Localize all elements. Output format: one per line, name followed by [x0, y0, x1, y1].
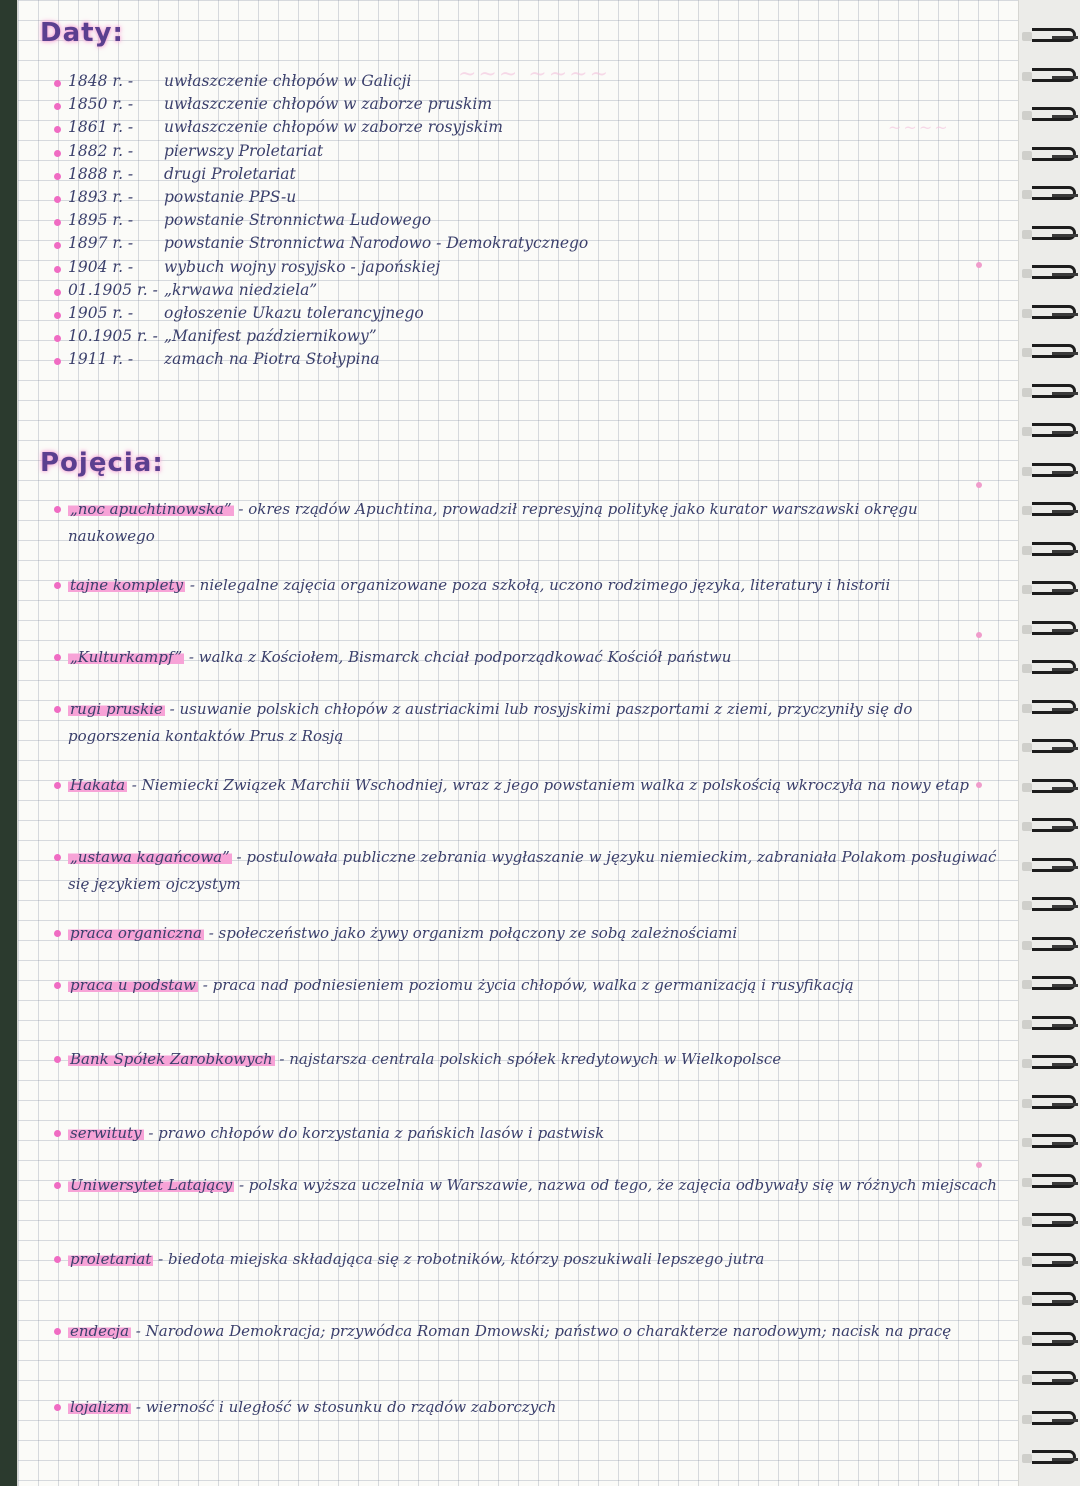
ring-wire [1052, 1221, 1078, 1231]
spiral-ring [1022, 1371, 1078, 1387]
spiral-ring [1022, 1411, 1078, 1427]
punch-hole [1022, 506, 1032, 515]
margin-dot [976, 482, 982, 488]
date-event: zamach na Piotra Stołypina [164, 350, 380, 369]
date-label: 1850 r. - [68, 95, 134, 114]
dates-heading: Daty: [40, 18, 124, 48]
bullet-icon [54, 335, 61, 342]
term-definition: - postulowała publiczne zebrania wygłaszanie w języku niemieckim, zabraniała Polakom posługiwać się językiem ojczystym [68, 848, 997, 893]
punch-hole [1022, 467, 1032, 476]
terms-heading: Pojęcia: [40, 448, 164, 478]
ring-wire [1052, 194, 1078, 204]
ring-wire [1052, 826, 1078, 836]
term-highlighted: „noc apuchtinowska” [70, 500, 232, 518]
term-highlighted: serwituty [70, 1124, 142, 1142]
bullet-icon [54, 103, 61, 110]
date-label: 01.1905 r. - [68, 280, 158, 299]
spiral-ring [1022, 463, 1078, 479]
bullet-icon [54, 358, 61, 365]
date-event: „krwawa niedziela” [164, 280, 318, 299]
bullet-icon [54, 196, 61, 203]
spiral-ring [1022, 107, 1078, 123]
show-through-scribble: ~~~ ~~~~ [458, 62, 611, 87]
date-label: 1893 r. - [68, 187, 134, 206]
spiral-ring [1022, 818, 1078, 834]
date-event: drugi Proletariat [164, 164, 296, 183]
term-definition: - walka z Kościołem, Bismarck chciał podporządkować Kościół państwu [184, 648, 732, 666]
bullet-icon [54, 582, 61, 589]
margin-dot [976, 262, 982, 268]
spiral-ring [1022, 147, 1078, 163]
term-entry [68, 1046, 1008, 1073]
term-highlighted: rugi pruskie [70, 700, 163, 718]
term-highlighted: tajne komplety [70, 576, 184, 594]
term-highlighted: „ustawa kagańcowa” [70, 848, 230, 866]
bullet-icon [54, 173, 61, 180]
term-definition: - biedota miejska składająca się z robotników, którzy poszukiwali lepszego jutra [153, 1250, 765, 1268]
term-entry [68, 1246, 1008, 1273]
term-highlighted: praca organiczna [70, 924, 202, 942]
spiral-ring [1022, 1095, 1078, 1111]
date-row [68, 142, 688, 165]
bullet-icon [54, 982, 61, 989]
date-label: 1861 r. - [68, 118, 134, 137]
punch-hole [1022, 1415, 1032, 1424]
date-label: 1848 r. - [68, 72, 134, 90]
ring-wire [1052, 708, 1078, 718]
punch-hole [1022, 388, 1032, 397]
bullet-icon [54, 706, 61, 713]
term-entry [68, 496, 1008, 550]
punch-hole [1022, 1178, 1032, 1187]
ring-wire [1052, 392, 1078, 402]
punch-hole [1022, 1099, 1032, 1108]
spiral-ring [1022, 28, 1078, 44]
ring-wire [1052, 866, 1078, 876]
punch-hole [1022, 72, 1032, 81]
ring-wire [1052, 352, 1078, 362]
punch-hole [1022, 1296, 1032, 1305]
bullet-icon [54, 150, 61, 157]
spiral-ring [1022, 700, 1078, 716]
spiral-binding [1018, 0, 1080, 1486]
term-definition: - wierność i uległość w stosunku do rządów zaborczych [131, 1398, 557, 1416]
term-highlighted: Uniwersytet Latający [70, 1176, 233, 1194]
margin-dot [976, 632, 982, 638]
term-highlighted: praca u podstaw [70, 976, 196, 994]
date-label: 1882 r. - [68, 141, 134, 160]
bullet-icon [54, 1182, 61, 1189]
punch-hole [1022, 1257, 1032, 1266]
term-definition: - praca nad podniesieniem poziomu życia chłopów, walka z germanizacją i rusyfikacją [198, 976, 854, 994]
date-event: uwłaszczenie chłopów w Galicji [164, 72, 412, 90]
bullet-icon [54, 1328, 61, 1335]
ring-wire [1052, 76, 1078, 86]
bullet-icon [54, 242, 61, 249]
spiral-ring [1022, 581, 1078, 597]
margin-dot [976, 1162, 982, 1168]
date-event: „Manifest październikowy” [164, 327, 377, 346]
date-event: pierwszy Proletariat [164, 141, 324, 160]
ring-wire [1052, 273, 1078, 283]
term-definition: - okres rządów Apuchtina, prowadził represyjną politykę jako kurator warszawski okręgu naukowego [68, 500, 918, 545]
date-row [68, 118, 688, 141]
date-row [68, 95, 688, 118]
ring-wire [1052, 1379, 1078, 1389]
date-label: 10.1905 r. - [68, 327, 158, 346]
spiral-ring [1022, 1292, 1078, 1308]
punch-hole [1022, 1217, 1032, 1226]
term-definition: - Niemiecki Związek Marchii Wschodniej, wraz z jego powstaniem walka z polskością wkroczyła na nowy etap [127, 776, 969, 794]
ring-wire [1052, 1300, 1078, 1310]
date-label: 1911 r. - [68, 350, 134, 369]
ring-wire [1052, 1024, 1078, 1034]
spiral-ring [1022, 1253, 1078, 1269]
ring-wire [1052, 1182, 1078, 1192]
ring-wire [1052, 905, 1078, 915]
bullet-icon [54, 854, 61, 861]
bullet-icon [54, 126, 61, 133]
term-definition: - usuwanie polskich chłopów z austriackimi lub rosyjskimi paszportami z ziemi, przyczyniły się do pogorszenia kontaktów Prus z Rosją [68, 700, 913, 745]
punch-hole [1022, 664, 1032, 673]
spiral-ring [1022, 621, 1078, 637]
ring-wire [1052, 313, 1078, 323]
date-event: ogłoszenie Ukazu tolerancyjnego [164, 303, 424, 322]
punch-hole [1022, 941, 1032, 950]
spiral-ring [1022, 1332, 1078, 1348]
date-label: 1897 r. - [68, 234, 134, 253]
date-label: 1895 r. - [68, 211, 134, 230]
spiral-ring [1022, 1213, 1078, 1229]
bullet-icon [54, 289, 61, 296]
ring-wire [1052, 629, 1078, 639]
punch-hole [1022, 111, 1032, 120]
bullet-icon [54, 1056, 61, 1063]
ring-wire [1052, 1063, 1078, 1073]
ring-wire [1052, 1419, 1078, 1429]
ring-wire [1052, 431, 1078, 441]
date-event: powstanie Stronnictwa Narodowo - Demokratycznego [164, 234, 589, 253]
bullet-icon [54, 1404, 61, 1411]
term-highlighted: Bank Spółek Zarobkowych [70, 1050, 273, 1068]
term-definition: - Narodowa Demokracja; przywódca Roman Dmowski; państwo o charakterze narodowym; nacisk na pracę [131, 1322, 952, 1340]
term-entry [68, 572, 1008, 599]
spiral-ring [1022, 1055, 1078, 1071]
bullet-icon [54, 1256, 61, 1263]
punch-hole [1022, 783, 1032, 792]
date-row [68, 72, 688, 95]
punch-hole [1022, 980, 1032, 989]
punch-hole [1022, 1375, 1032, 1384]
term-entry [68, 644, 1008, 671]
spiral-ring [1022, 858, 1078, 874]
ring-wire [1052, 747, 1078, 757]
spiral-ring [1022, 423, 1078, 439]
punch-hole [1022, 230, 1032, 239]
spiral-ring [1022, 976, 1078, 992]
spiral-ring [1022, 1450, 1078, 1466]
show-through-scribble: ~~~~ [888, 118, 950, 137]
ring-wire [1052, 115, 1078, 125]
spiral-ring [1022, 265, 1078, 281]
bullet-icon [54, 80, 61, 87]
spiral-ring [1022, 897, 1078, 913]
punch-hole [1022, 348, 1032, 357]
bullet-icon [54, 1130, 61, 1137]
punch-hole [1022, 1059, 1032, 1068]
term-highlighted: Hakata [70, 776, 126, 794]
term-definition: - społeczeństwo jako żywy organizm połączony ze sobą zależnościami [203, 924, 738, 942]
term-entry [68, 1120, 1008, 1147]
term-highlighted: proletariat [70, 1250, 152, 1268]
spiral-ring [1022, 937, 1078, 953]
punch-hole [1022, 1336, 1032, 1345]
bullet-icon [54, 266, 61, 273]
margin-dot [976, 782, 982, 788]
term-entry [68, 1172, 1008, 1199]
punch-hole [1022, 585, 1032, 594]
notebook-page [18, 0, 1018, 1486]
date-event: uwłaszczenie chłopów w zaborze rosyjskim [164, 118, 503, 137]
ring-wire [1052, 984, 1078, 994]
term-definition: - polska wyższa uczelnia w Warszawie, nazwa od tego, że zajęcia odbywały się w różnych miejscach [234, 1176, 997, 1194]
term-definition: - najstarsza centrala polskich spółek kredytowych w Wielkopolsce [274, 1050, 782, 1068]
punch-hole [1022, 1020, 1032, 1029]
date-row [68, 327, 688, 350]
date-label: 1904 r. - [68, 257, 134, 276]
spiral-ring [1022, 739, 1078, 755]
punch-hole [1022, 743, 1032, 752]
bullet-icon [54, 782, 61, 789]
ring-wire [1052, 668, 1078, 678]
spiral-ring [1022, 186, 1078, 202]
date-event: wybuch wojny rosyjsko - japońskiej [164, 257, 441, 276]
ring-wire [1052, 510, 1078, 520]
spiral-ring [1022, 226, 1078, 242]
punch-hole [1022, 151, 1032, 160]
term-entry [68, 1394, 1008, 1421]
punch-hole [1022, 269, 1032, 278]
ring-wire [1052, 945, 1078, 955]
bullet-icon [54, 506, 61, 513]
spiral-ring [1022, 344, 1078, 360]
spiral-ring [1022, 1016, 1078, 1032]
date-row [68, 258, 688, 281]
punch-hole [1022, 427, 1032, 436]
punch-hole [1022, 190, 1032, 199]
term-entry [68, 920, 1008, 947]
date-row [68, 350, 688, 373]
date-event: uwłaszczenie chłopów w zaborze pruskim [164, 95, 493, 114]
ring-wire [1052, 1103, 1078, 1113]
ring-wire [1052, 36, 1078, 46]
ring-wire [1052, 155, 1078, 165]
punch-hole [1022, 309, 1032, 318]
spiral-ring [1022, 1134, 1078, 1150]
ring-wire [1052, 550, 1078, 560]
date-event: powstanie Stronnictwa Ludowego [164, 211, 432, 230]
ring-wire [1052, 234, 1078, 244]
spiral-ring [1022, 779, 1078, 795]
punch-hole [1022, 704, 1032, 713]
date-event: powstanie PPS-u [164, 187, 297, 206]
term-highlighted: lojalizm [70, 1398, 130, 1416]
spiral-ring [1022, 542, 1078, 558]
ring-wire [1052, 1458, 1078, 1468]
punch-hole [1022, 625, 1032, 634]
date-row [68, 304, 688, 327]
term-entry [68, 696, 1008, 750]
term-highlighted: „Kulturkampf” [70, 648, 183, 666]
bullet-icon [54, 930, 61, 937]
ring-wire [1052, 589, 1078, 599]
date-label: 1888 r. - [68, 164, 134, 183]
notebook-cover-edge [0, 0, 18, 1486]
term-entry [68, 844, 1008, 898]
ring-wire [1052, 471, 1078, 481]
term-entry [68, 972, 1008, 999]
ring-wire [1052, 1340, 1078, 1350]
date-row [68, 234, 688, 257]
spiral-ring [1022, 1174, 1078, 1190]
spiral-ring [1022, 384, 1078, 400]
punch-hole [1022, 862, 1032, 871]
punch-hole [1022, 1454, 1032, 1463]
term-entry [68, 772, 1008, 799]
ring-wire [1052, 1142, 1078, 1152]
date-row [68, 165, 688, 188]
spiral-ring [1022, 305, 1078, 321]
punch-hole [1022, 32, 1032, 41]
bullet-icon [54, 654, 61, 661]
punch-hole [1022, 1138, 1032, 1147]
bullet-icon [54, 219, 61, 226]
spiral-ring [1022, 660, 1078, 676]
ring-wire [1052, 1261, 1078, 1271]
date-row [68, 188, 688, 211]
dates-list [68, 72, 688, 373]
spiral-ring [1022, 502, 1078, 518]
punch-hole [1022, 822, 1032, 831]
term-definition: - nielegalne zajęcia organizowane poza szkołą, uczono rodzimego języka, literatury i historii [185, 576, 891, 594]
term-entry [68, 1318, 1008, 1345]
date-row [68, 211, 688, 234]
ring-wire [1052, 787, 1078, 797]
spiral-ring [1022, 68, 1078, 84]
punch-hole [1022, 546, 1032, 555]
term-definition: - prawo chłopów do korzystania z pańskich lasów i pastwisk [143, 1124, 605, 1142]
punch-hole [1022, 901, 1032, 910]
bullet-icon [54, 312, 61, 319]
date-row [68, 281, 688, 304]
date-label: 1905 r. - [68, 303, 134, 322]
term-highlighted: endecja [70, 1322, 130, 1340]
